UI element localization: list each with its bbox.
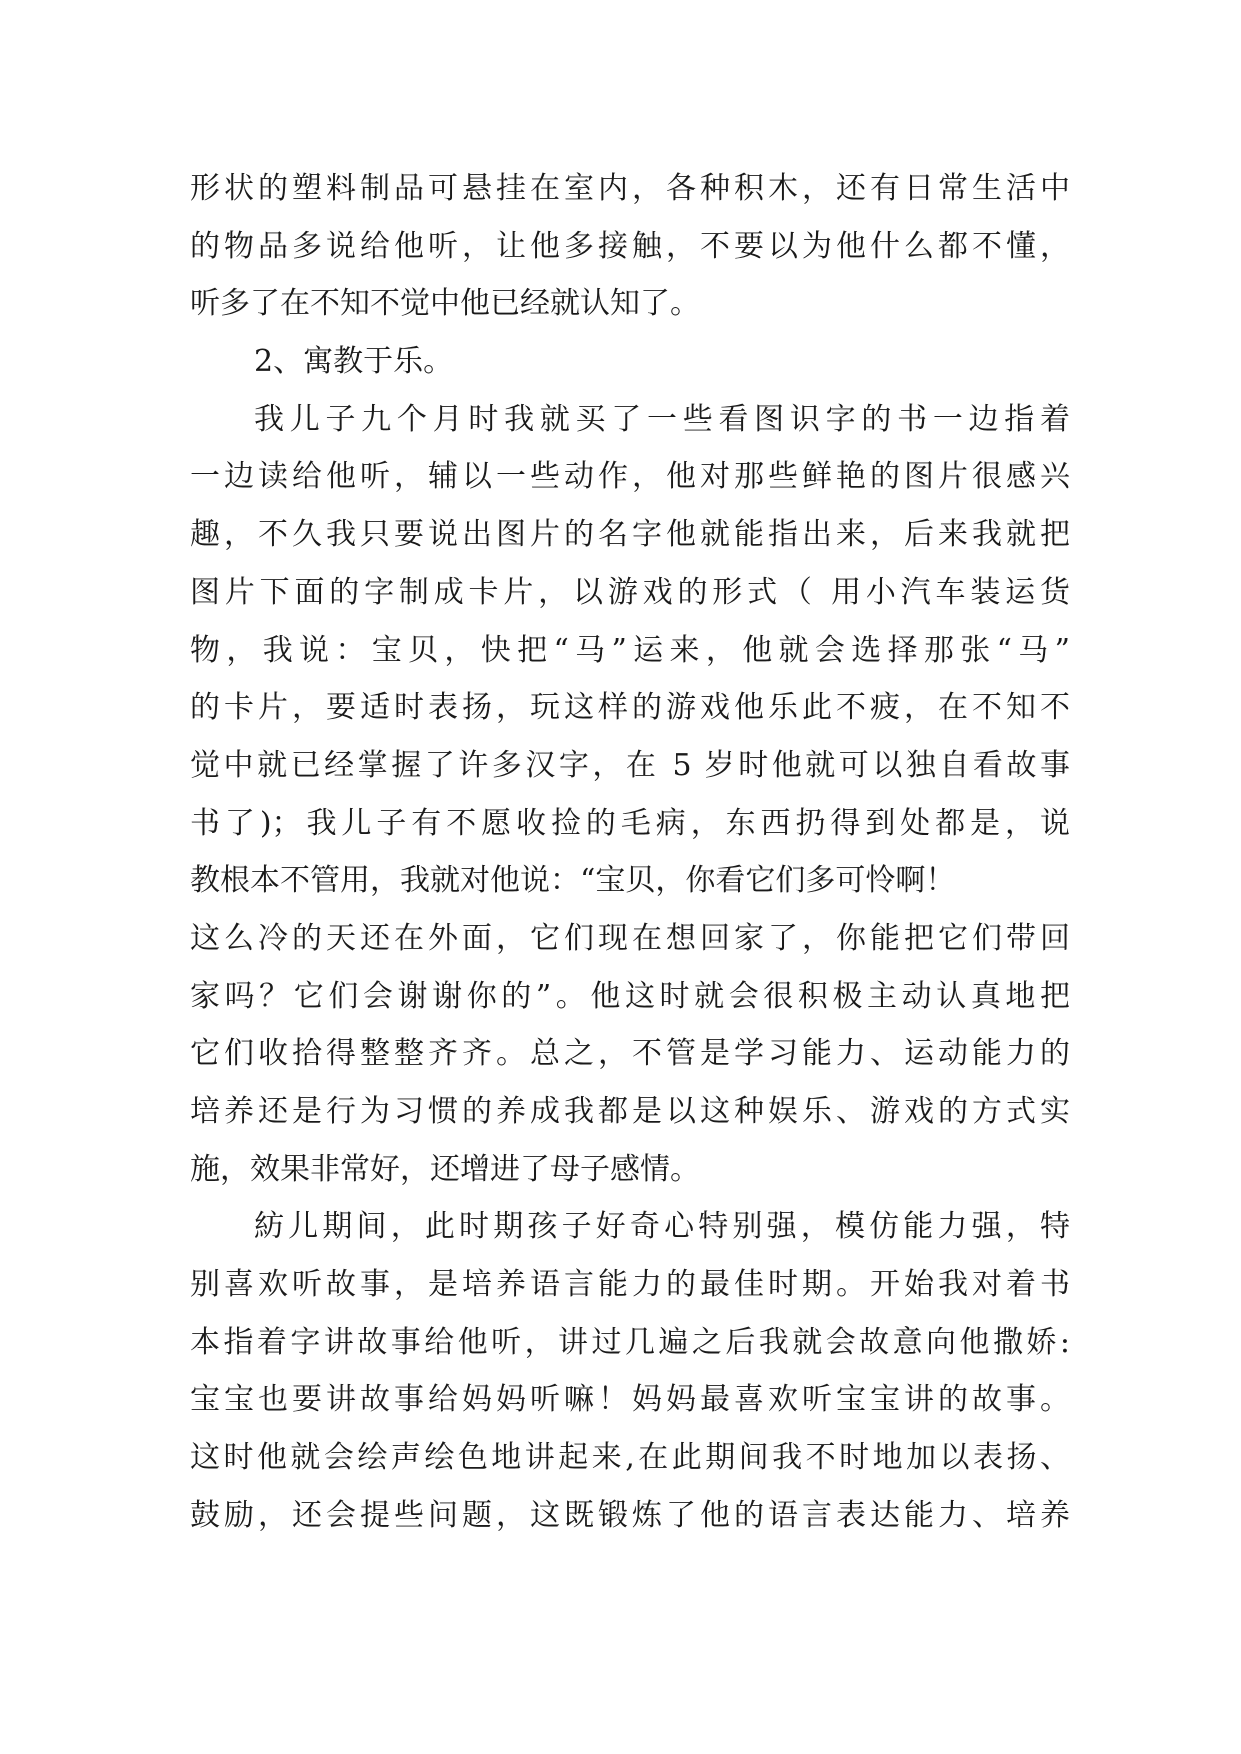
- text-line: 培养还是行为习惯的养成我都是以这种娱乐、游戏的方式实: [190, 1094, 1070, 1129]
- text-line: 图片下面的字制成卡片，以游戏的形式（ 用小汽车装运货: [190, 574, 1070, 610]
- body-text: [190, 160, 1070, 1545]
- text-line: 趣，不久我只要说出图片的名字他就能指出来，后来我就把: [190, 517, 1070, 553]
- text-line: 物，我说：宝贝，快把“马”运来，他就会选择那张“马”: [190, 632, 1070, 668]
- text-line: 我儿子九个月时我就买了一些看图识字的书一边指着: [254, 401, 1070, 437]
- text-line: 听多了在不知不觉中他已经就认知了。: [190, 286, 700, 322]
- text-line: 的物品多说给他听，让他多接触，不要以为他什么都不懂，: [190, 228, 1070, 264]
- text-line: 教根本不管用，我就对他说：“宝贝，你看它们多可怜啊！: [190, 863, 956, 899]
- text-line: 这时他就会绘声绘色地讲起来,在此期间我不时地加以表扬、: [190, 1440, 1070, 1476]
- text-line: 2、寓教于乐。: [254, 344, 454, 380]
- text-line: 本指着字讲故事给他听，讲过几遍之后我就会故意向他撒娇:: [190, 1324, 1070, 1360]
- text-line: 宝宝也要讲故事给妈妈听嘛！妈妈最喜欢听宝宝讲的故事。: [190, 1382, 1070, 1418]
- text-line: 鼓励，还会提些问题，这既锻炼了他的语言表达能力、培养: [190, 1497, 1070, 1533]
- text-line: 书了)；我儿子有不愿收捡的毛病，东西扔得到处都是，说: [190, 805, 1070, 841]
- text-line: 它们收拾得整整齐齐。总之，不管是学习能力、运动能力的: [190, 1036, 1070, 1072]
- text-line: 觉中就已经掌握了许多汉字，在 5 岁时他就可以独自看故事: [190, 747, 1070, 783]
- text-line: 别喜欢听故事，是培养语言能力的最佳时期。开始我对着书: [190, 1267, 1070, 1303]
- text-line: 这么冷的天还在外面，它们现在想回家了，你能把它们带回: [190, 920, 1070, 956]
- text-line: 家吗？它们会谢谢你的”。他这时就会很积极主动认真地把: [190, 978, 1070, 1014]
- text-line: 施，效果非常好，还增进了母子感情。: [190, 1151, 700, 1187]
- text-line: 一边读给他听，辅以一些动作，他对那些鲜艳的图片很感兴: [190, 459, 1070, 495]
- text-line: 形状的塑料制品可悬挂在室内，各种积木，还有日常生活中: [190, 171, 1070, 206]
- text-line: 的卡片，要适时表扬，玩这样的游戏他乐此不疲，在不知不: [190, 690, 1070, 726]
- text-line: 紡儿期间，此时期孩子好奇心特别强，模仿能力强，特: [254, 1209, 1070, 1245]
